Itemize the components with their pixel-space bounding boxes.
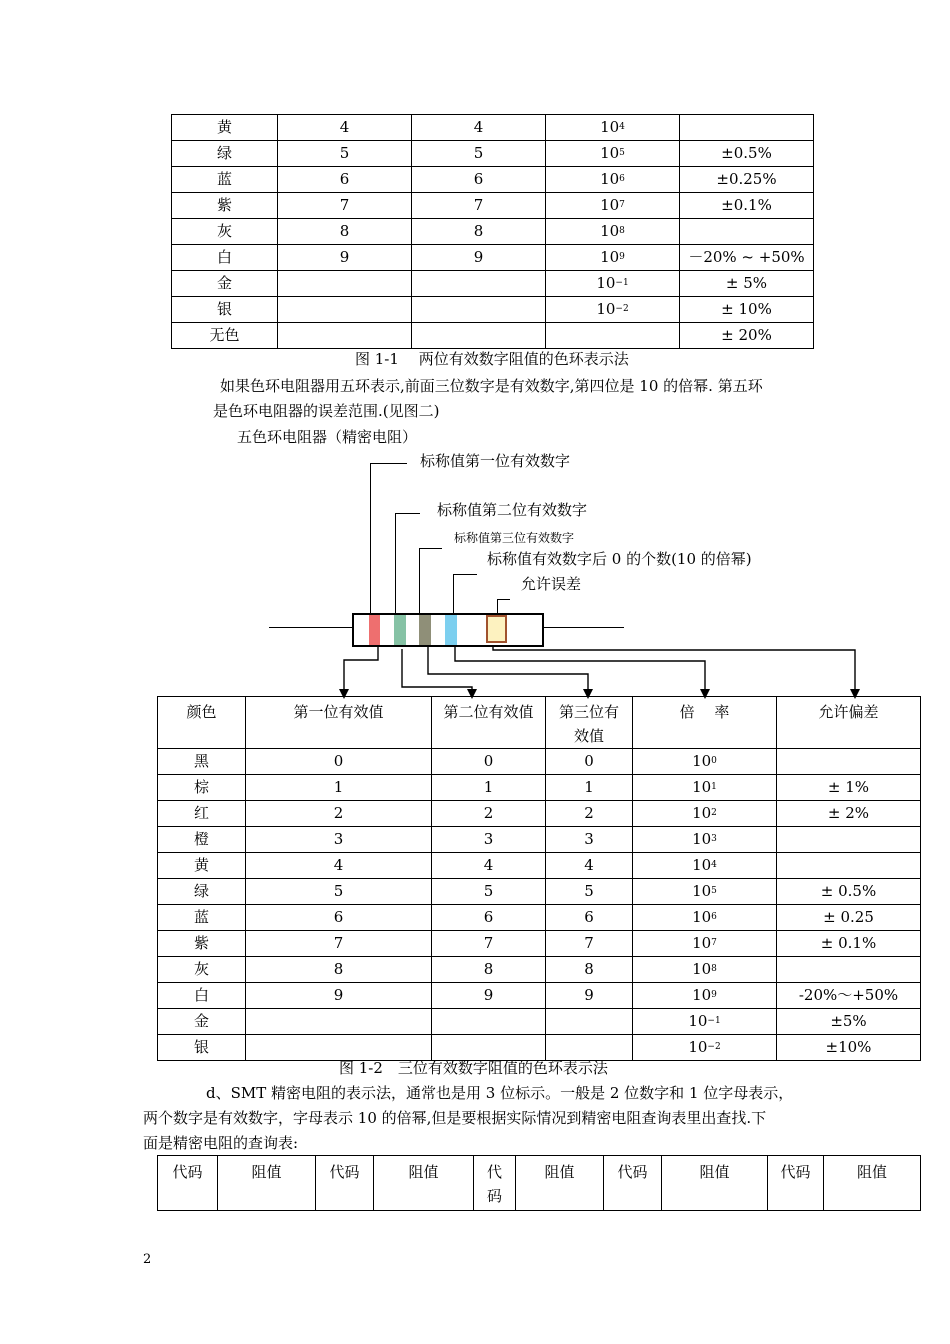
multiplier-exponent: 9 <box>711 990 717 1000</box>
third-digit-cell: 8 <box>546 957 633 983</box>
table-row <box>158 853 921 879</box>
table-row <box>172 297 814 323</box>
first-digit-cell: 5 <box>246 879 432 905</box>
multiplier-base: 10 <box>692 960 712 978</box>
multiplier-exponent: 6 <box>711 912 717 922</box>
second-digit-cell: 4 <box>432 853 546 879</box>
tolerance-cell: ± 5% <box>680 271 814 297</box>
second-digit-cell: 0 <box>432 749 546 775</box>
table-row <box>172 271 814 297</box>
table-row <box>172 167 814 193</box>
table-header-row <box>158 697 921 749</box>
multiplier-base: 10 <box>600 248 620 266</box>
first-digit-cell <box>246 1009 432 1035</box>
first-digit-cell <box>246 1035 432 1061</box>
third-digit-cell: 7 <box>546 931 633 957</box>
multiplier-base: 10 <box>596 274 616 292</box>
color-band-5 <box>486 615 507 643</box>
color-name-cell: 蓝 <box>172 167 278 193</box>
tolerance-cell: ±0.1% <box>680 193 814 219</box>
header-cell: 颜色 <box>158 697 246 749</box>
leader-line <box>370 463 407 464</box>
leader-line <box>453 574 477 575</box>
table-header-row <box>158 1156 921 1211</box>
multiplier-base: 10 <box>692 804 712 822</box>
multiplier-cell <box>633 827 777 853</box>
first-digit-cell: 7 <box>278 193 412 219</box>
first-digit-cell: 2 <box>246 801 432 827</box>
tolerance-cell <box>680 115 814 141</box>
header-cell: 代码 <box>474 1156 516 1211</box>
multiplier-exponent: 3 <box>711 834 717 844</box>
multiplier-exponent: 2 <box>711 808 717 818</box>
second-digit-cell: 1 <box>432 775 546 801</box>
leader-line <box>497 599 498 614</box>
third-digit-cell <box>546 1009 633 1035</box>
table-row <box>158 775 921 801</box>
multiplier-exponent: −2 <box>615 304 629 314</box>
color-name-cell: 白 <box>158 983 246 1009</box>
table-row <box>172 245 814 271</box>
color-name-cell: 黄 <box>172 115 278 141</box>
color-band-4 <box>445 615 457 645</box>
paragraph-line: 两个数字是有效数字，字母表示 10 的倍幂,但是要根据实际情况到精密电阻查询表里出查找.下 <box>143 1109 767 1127</box>
third-digit-cell: 9 <box>546 983 633 1009</box>
first-digit-cell: 4 <box>278 115 412 141</box>
band-label-tolerance: 允许误差 <box>521 575 582 593</box>
multiplier-base: 10 <box>600 170 620 188</box>
tolerance-cell: ± 1% <box>777 775 921 801</box>
color-name-cell: 红 <box>158 801 246 827</box>
page-number: 2 <box>143 1252 152 1267</box>
table-row <box>158 749 921 775</box>
tolerance-cell: ± 10% <box>680 297 814 323</box>
multiplier-base: 10 <box>688 1038 708 1056</box>
table-row <box>172 193 814 219</box>
paragraph-line: d、SMT 精密电阻的表示法，通常也是用 3 位标示。一般是 2 位数字和 1 位字母表示， <box>206 1084 794 1102</box>
first-digit-cell: 8 <box>278 219 412 245</box>
second-digit-cell: 3 <box>432 827 546 853</box>
first-digit-cell: 8 <box>246 957 432 983</box>
table-row <box>158 827 921 853</box>
multiplier-base: 10 <box>600 196 620 214</box>
multiplier-cell <box>546 297 680 323</box>
multiplier-exponent: 7 <box>711 938 717 948</box>
second-digit-cell <box>412 271 546 297</box>
multiplier-exponent: −1 <box>707 1016 721 1026</box>
paragraph-line: 如果色环电阻器用五环表示,前面三位数字是有效数字,第四位是 10 的倍幂. 第五环 <box>220 377 763 395</box>
multiplier-cell <box>633 853 777 879</box>
color-name-cell: 紫 <box>158 931 246 957</box>
color-name-cell: 灰 <box>158 957 246 983</box>
leader-line <box>419 548 420 614</box>
second-digit-cell: 6 <box>412 167 546 193</box>
multiplier-base: 10 <box>600 118 620 136</box>
color-name-cell: 无色 <box>172 323 278 349</box>
color-name-cell: 灰 <box>172 219 278 245</box>
multiplier-base: 10 <box>688 1012 708 1030</box>
header-cell: 阻值 <box>374 1156 474 1211</box>
multiplier-base: 10 <box>600 222 620 240</box>
multiplier-cell <box>633 801 777 827</box>
color-band-3 <box>419 615 431 645</box>
tolerance-cell <box>777 749 921 775</box>
tolerance-cell: ±5% <box>777 1009 921 1035</box>
multiplier-cell <box>633 749 777 775</box>
tolerance-cell: ±0.5% <box>680 141 814 167</box>
header-cell: 阻值 <box>516 1156 604 1211</box>
second-digit-cell <box>412 297 546 323</box>
multiplier-exponent: 1 <box>711 782 717 792</box>
header-cell: 阻值 <box>824 1156 921 1211</box>
leader-line <box>497 599 510 600</box>
multiplier-cell <box>546 323 680 349</box>
tolerance-cell: ± 2% <box>777 801 921 827</box>
figure-caption-1: 图 1-1 两位有效数字阻值的色环表示法 <box>355 350 629 368</box>
multiplier-cell <box>546 167 680 193</box>
multiplier-cell <box>633 1009 777 1035</box>
first-digit-cell <box>278 323 412 349</box>
multiplier-cell <box>546 141 680 167</box>
resistor-lead-left <box>269 627 353 628</box>
first-digit-cell: 4 <box>246 853 432 879</box>
first-digit-cell: 9 <box>278 245 412 271</box>
table-row <box>158 983 921 1009</box>
color-name-cell: 紫 <box>172 193 278 219</box>
second-digit-cell: 8 <box>412 219 546 245</box>
color-name-cell: 金 <box>158 1009 246 1035</box>
first-digit-cell: 6 <box>246 905 432 931</box>
tolerance-cell: -20%～+50% <box>777 983 921 1009</box>
header-cell: 第三位有效值 <box>546 697 633 749</box>
tolerance-cell <box>680 219 814 245</box>
multiplier-exponent: 6 <box>619 174 625 184</box>
color-name-cell: 橙 <box>158 827 246 853</box>
color-name-cell: 棕 <box>158 775 246 801</box>
second-digit-cell: 5 <box>412 141 546 167</box>
multiplier-base: 10 <box>692 856 712 874</box>
third-digit-cell: 6 <box>546 905 633 931</box>
band-label-third-digit: 标称值第三位有效数字 <box>454 531 575 545</box>
tolerance-cell <box>777 957 921 983</box>
multiplier-exponent: 4 <box>619 122 625 132</box>
leader-line <box>370 463 371 614</box>
table-row <box>172 115 814 141</box>
third-digit-cell: 3 <box>546 827 633 853</box>
multiplier-exponent: −2 <box>707 1042 721 1052</box>
first-digit-cell: 9 <box>246 983 432 1009</box>
table-row <box>158 957 921 983</box>
multiplier-cell <box>546 193 680 219</box>
first-digit-cell: 0 <box>246 749 432 775</box>
third-digit-cell: 4 <box>546 853 633 879</box>
color-name-cell: 绿 <box>172 141 278 167</box>
third-digit-cell: 2 <box>546 801 633 827</box>
header-cell: 阻值 <box>218 1156 316 1211</box>
band-label-first-digit: 标称值第一位有效数字 <box>420 452 571 470</box>
second-digit-cell: 5 <box>432 879 546 905</box>
header-cell: 第二位有效值 <box>432 697 546 749</box>
color-name-cell: 蓝 <box>158 905 246 931</box>
leader-line <box>395 513 396 614</box>
third-digit-cell: 0 <box>546 749 633 775</box>
header-cell: 代码 <box>604 1156 662 1211</box>
first-digit-cell: 7 <box>246 931 432 957</box>
table-row <box>158 905 921 931</box>
multiplier-base: 10 <box>692 986 712 1004</box>
color-name-cell: 金 <box>172 271 278 297</box>
tolerance-cell <box>777 853 921 879</box>
multiplier-base: 10 <box>596 300 616 318</box>
band-label-multiplier: 标称值有效数字后 0 的个数(10 的倍幂) <box>487 550 752 568</box>
first-digit-cell <box>278 271 412 297</box>
header-cell: 代码 <box>158 1156 218 1211</box>
band-label-second-digit: 标称值第二位有效数字 <box>437 501 588 519</box>
second-digit-cell: 7 <box>432 931 546 957</box>
second-digit-cell: 7 <box>412 193 546 219</box>
multiplier-cell <box>633 905 777 931</box>
multiplier-exponent: 8 <box>619 226 625 236</box>
multiplier-exponent: 5 <box>619 148 625 158</box>
multiplier-cell <box>633 931 777 957</box>
tolerance-cell: －20% ~ +50% <box>680 245 814 271</box>
table-row <box>158 879 921 905</box>
multiplier-base: 10 <box>692 882 712 900</box>
multiplier-cell <box>633 879 777 905</box>
multiplier-cell <box>633 775 777 801</box>
color-name-cell: 银 <box>158 1035 246 1061</box>
leader-line <box>419 548 442 549</box>
multiplier-base: 10 <box>692 752 712 770</box>
table-row <box>172 323 814 349</box>
multiplier-cell <box>546 245 680 271</box>
second-digit-cell <box>412 323 546 349</box>
figure-caption-2: 图 1-2 三位有效数字阻值的色环表示法 <box>339 1059 608 1077</box>
color-code-table-two-digit <box>171 114 814 349</box>
second-digit-cell <box>432 1009 546 1035</box>
multiplier-base: 10 <box>692 934 712 952</box>
second-digit-cell: 4 <box>412 115 546 141</box>
multiplier-cell <box>546 115 680 141</box>
resistor-lead-right <box>542 627 624 628</box>
tolerance-cell: ± 0.1% <box>777 931 921 957</box>
multiplier-base: 10 <box>692 830 712 848</box>
multiplier-exponent: 7 <box>619 200 625 210</box>
multiplier-exponent: 4 <box>711 860 717 870</box>
third-digit-cell: 5 <box>546 879 633 905</box>
first-digit-cell: 3 <box>246 827 432 853</box>
second-digit-cell: 8 <box>432 957 546 983</box>
second-digit-cell <box>432 1035 546 1061</box>
color-name-cell: 银 <box>172 297 278 323</box>
color-name-cell: 黑 <box>158 749 246 775</box>
header-cell: 第一位有效值 <box>246 697 432 749</box>
multiplier-exponent: 9 <box>619 252 625 262</box>
table-row <box>158 1009 921 1035</box>
multiplier-cell <box>633 957 777 983</box>
table-row <box>158 1035 921 1061</box>
paragraph-line: 是色环电阻器的误差范围.(见图二) <box>213 402 440 420</box>
header-cell: 允许偏差 <box>777 697 921 749</box>
tolerance-cell: ±10% <box>777 1035 921 1061</box>
first-digit-cell: 5 <box>278 141 412 167</box>
header-cell: 倍 率 <box>633 697 777 749</box>
multiplier-cell <box>633 1035 777 1061</box>
header-cell: 代码 <box>768 1156 824 1211</box>
tolerance-cell: ± 0.5% <box>777 879 921 905</box>
color-name-cell: 黄 <box>158 853 246 879</box>
multiplier-exponent: 0 <box>711 756 717 766</box>
first-digit-cell <box>278 297 412 323</box>
color-code-table-three-digit <box>157 696 921 1061</box>
multiplier-cell <box>546 219 680 245</box>
diagram-title: 五色环电阻器（精密电阻） <box>237 428 418 446</box>
multiplier-exponent: 8 <box>711 964 717 974</box>
first-digit-cell: 1 <box>246 775 432 801</box>
color-band-1 <box>369 615 380 645</box>
table-row <box>172 219 814 245</box>
multiplier-exponent: 5 <box>711 886 717 896</box>
table-row <box>172 141 814 167</box>
tolerance-cell: ±0.25% <box>680 167 814 193</box>
second-digit-cell: 6 <box>432 905 546 931</box>
color-band-2 <box>394 615 406 645</box>
tolerance-cell: ± 0.25 <box>777 905 921 931</box>
second-digit-cell: 9 <box>432 983 546 1009</box>
precision-resistor-lookup-table <box>157 1155 921 1211</box>
first-digit-cell: 6 <box>278 167 412 193</box>
multiplier-base: 10 <box>692 778 712 796</box>
leader-line <box>395 513 420 514</box>
color-name-cell: 绿 <box>158 879 246 905</box>
second-digit-cell: 9 <box>412 245 546 271</box>
header-cell: 阻值 <box>662 1156 768 1211</box>
table-row <box>158 931 921 957</box>
third-digit-cell: 1 <box>546 775 633 801</box>
tolerance-cell: ± 20% <box>680 323 814 349</box>
multiplier-cell <box>633 983 777 1009</box>
second-digit-cell: 2 <box>432 801 546 827</box>
multiplier-base: 10 <box>692 908 712 926</box>
leader-line <box>453 574 454 614</box>
multiplier-cell <box>546 271 680 297</box>
header-cell: 代码 <box>316 1156 374 1211</box>
color-name-cell: 白 <box>172 245 278 271</box>
third-digit-cell <box>546 1035 633 1061</box>
paragraph-line: 面是精密电阻的查询表: <box>143 1134 299 1152</box>
table-row <box>158 801 921 827</box>
multiplier-exponent: −1 <box>615 278 629 288</box>
multiplier-base: 10 <box>600 144 620 162</box>
tolerance-cell <box>777 827 921 853</box>
